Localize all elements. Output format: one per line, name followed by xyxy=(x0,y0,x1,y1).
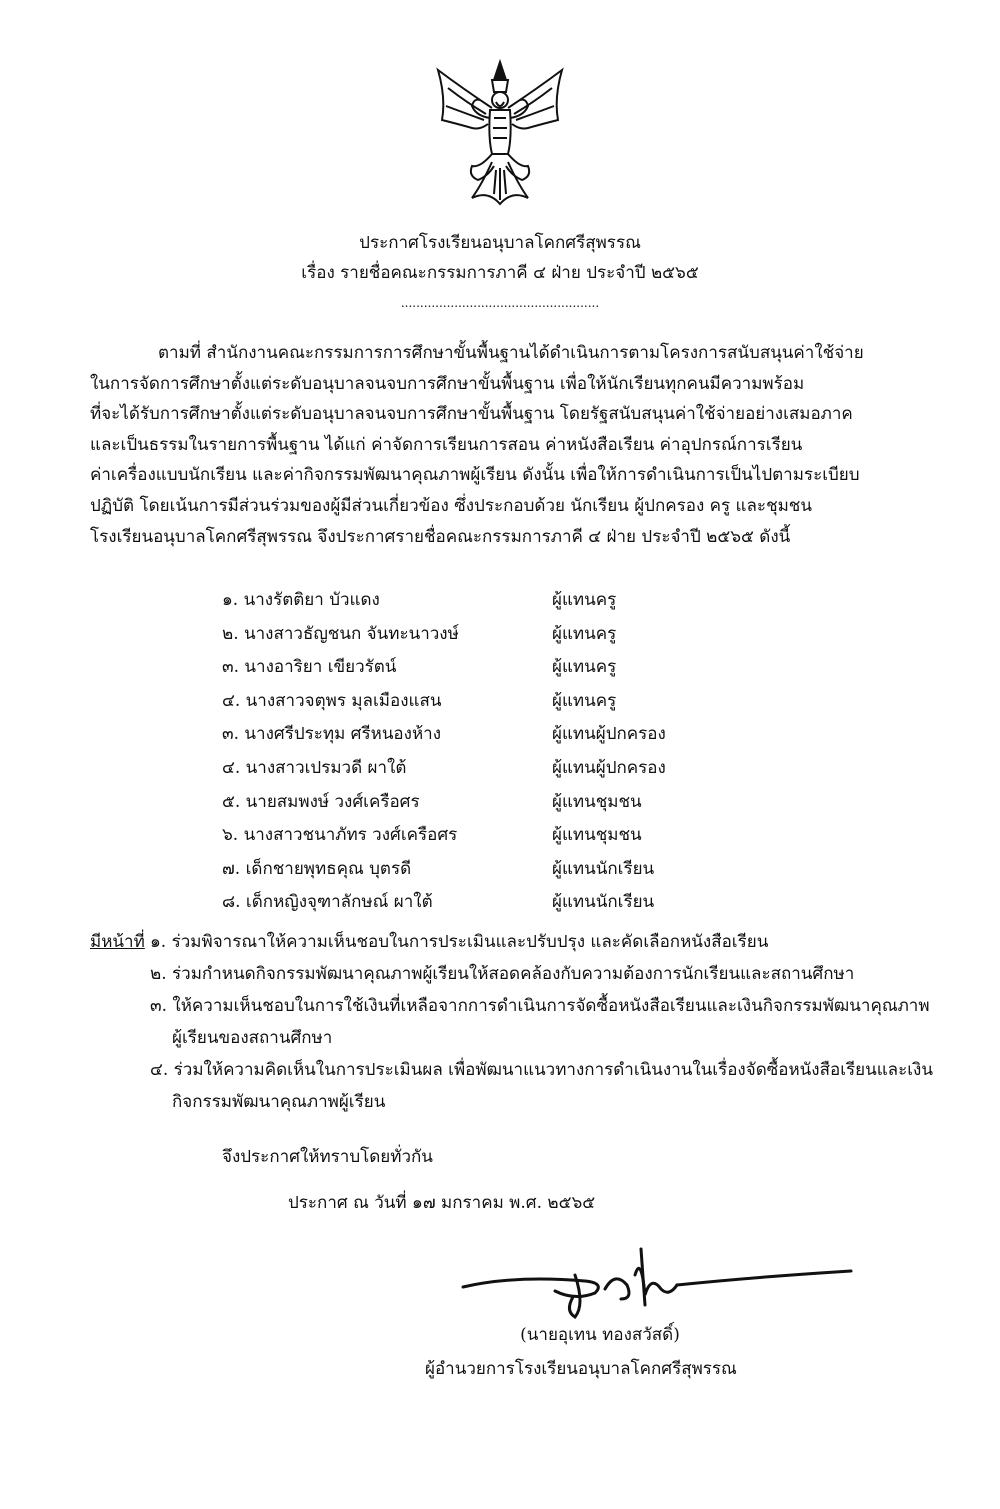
announcement-body xyxy=(90,338,935,552)
member-role: ผู้แทนนักเรียน xyxy=(552,892,655,913)
body-line: โรงเรียนอนุบาลโคกศรีสุพรรณ จึงประกาศรายชื่อคณะกรรมการภาคี ๔ ฝ่าย ประจำปี ๒๕๖๕ ดังนี้ xyxy=(90,526,791,547)
member-name: ๔. นางสาวจตุพร มุลเมืองแสน xyxy=(222,690,442,711)
body-line: ค่าเครื่องแบบนักเรียน และค่ากิจกรรมพัฒนาคุณภาพผู้เรียน ดังนั้น เพื่อให้การดำเนินการเป็นไปตามระเบียบ xyxy=(90,465,860,486)
member-name: ๖. นางสาวชนาภัทร วงศ์เครือศร xyxy=(222,825,458,846)
duty-item xyxy=(90,990,935,1054)
member-name: ๕. นายสมพงษ์ วงศ์เครือศร xyxy=(222,791,420,812)
committee-member-list xyxy=(222,584,822,920)
body-line: ในการจัดการศึกษาตั้งแต่ระดับอนุบาลจนจบการศึกษาขั้นพื้นฐาน เพื่อให้นักเรียนทุกคนมีความพร้อม xyxy=(90,373,805,394)
body-line: และเป็นธรรมในรายการพื้นฐาน ได้แก่ ค่าจัดการเรียนการสอน ค่าหนังสือเรียน ค่าอุปกรณ์การเรียน xyxy=(90,434,803,455)
member-name: ๓. นางอาริยา เขียวรัตน์ xyxy=(222,657,397,678)
member-row xyxy=(222,584,822,618)
announcement-title: ประกาศโรงเรียนอนุบาลโคกศรีสุพรรณ xyxy=(359,233,641,253)
duty-item xyxy=(90,1054,935,1118)
body-line: ปฏิบัติ โดยเน้นการมีส่วนร่วมของผู้มีส่วนเกี่ยวข้อง ซึ่งประกอบด้วย นักเรียน ผู้ปกครอง ครู และชุมชน xyxy=(90,495,812,516)
signature-icon xyxy=(455,1245,855,1325)
member-row xyxy=(222,886,822,920)
member-name: ๒. นางสาวธัญชนก จันทะนาวงษ์ xyxy=(222,623,459,644)
member-role: ผู้แทนชุมชน xyxy=(552,825,642,846)
signer-name: (นายอุเทน ทองสวัสดิ์) xyxy=(520,1325,680,1345)
body-line: ตามที่ สำนักงานคณะกรรมการการศึกษาขั้นพื้นฐานได้ดำเนินการตามโครงการสนับสนุนค่าใช้จ่าย xyxy=(158,343,864,363)
member-name: ๘. เด็กหญิงจุฑาลักษณ์ ผาใต้ xyxy=(222,892,433,913)
member-row xyxy=(222,853,822,887)
duty-text: ๑. ร่วมพิจารณาให้ความเห็นชอบในการประเมินและปรับปรุง และคัดเลือกหนังสือเรียน xyxy=(150,932,769,952)
member-row xyxy=(222,718,822,752)
duty-text: ๔. ร่วมให้ความคิดเห็นในการประเมินผล เพื่อพัฒนาแนวทางการดำเนินงานในเรื่องจัดซื้อหนังสือเรียนและเงินกิจกรรมพัฒนาคุณภาพผู้เรียน xyxy=(150,1060,933,1112)
member-name: ๓. นางศรีประทุม ศรีหนองห้าง xyxy=(222,724,441,745)
announcement-date: ประกาศ ณ วันที่ ๑๗ มกราคม พ.ศ. ๒๕๖๕ xyxy=(288,1193,596,1213)
member-row xyxy=(222,786,822,820)
member-role: ผู้แทนผู้ปกครอง xyxy=(552,757,666,778)
member-row xyxy=(222,819,822,853)
closing-statement: จึงประกาศให้ทราบโดยทั่วกัน xyxy=(222,1147,433,1167)
member-role: ผู้แทนนักเรียน xyxy=(552,858,655,879)
announcement-subject: เรื่อง รายชื่อคณะกรรมการภาคี ๔ ฝ่าย ประจำปี ๒๕๖๕ xyxy=(301,263,699,283)
member-role: ผู้แทนครู xyxy=(552,590,617,610)
duties-section xyxy=(90,926,935,1118)
body-line: ที่จะได้รับการศึกษาตั้งแต่ระดับอนุบาลจนจบการศึกษาขั้นพื้นฐาน โดยรัฐสนับสนุนค่าใช้จ่ายอย่างเสมอภาค xyxy=(90,404,853,425)
title-separator: .................................................... xyxy=(400,296,600,310)
duties-label: มีหน้าที่ xyxy=(90,932,145,952)
member-role: ผู้แทนครู xyxy=(552,657,617,678)
garuda-emblem-icon xyxy=(432,58,568,208)
duty-text: ๓. ให้ความเห็นชอบในการใช้เงินที่เหลือจากการดำเนินการจัดซื้อหนังสือเรียนและเงินกิจกรรมพัฒนาคุณภาพผู้เรียนของสถานศึกษา xyxy=(150,996,930,1048)
duty-text: ๒. ร่วมกำหนดกิจกรรมพัฒนาคุณภาพผู้เรียนให้สอดคล้องกับความต้องการนักเรียนและสถานศึกษา xyxy=(150,964,855,984)
member-role: ผู้แทนผู้ปกครอง xyxy=(552,724,666,745)
member-row xyxy=(222,651,822,685)
duty-item xyxy=(90,958,935,990)
member-name: ๗. เด็กชายพุทธคุณ บุตรดี xyxy=(222,858,412,879)
duty-item xyxy=(90,926,935,958)
member-row xyxy=(222,752,822,786)
member-role: ผู้แทนครู xyxy=(552,623,617,644)
member-role: ผู้แทนชุมชน xyxy=(552,791,642,812)
member-name: ๔. นางสาวเปรมวดี ผาใต้ xyxy=(222,757,407,778)
signer-title: ผู้อำนวยการโรงเรียนอนุบาลโคกศรีสุพรรณ xyxy=(425,1359,737,1379)
member-row xyxy=(222,685,822,719)
member-row xyxy=(222,618,822,652)
member-name: ๑. นางรัตติยา บัวแดง xyxy=(222,590,380,610)
member-role: ผู้แทนครู xyxy=(552,690,617,711)
